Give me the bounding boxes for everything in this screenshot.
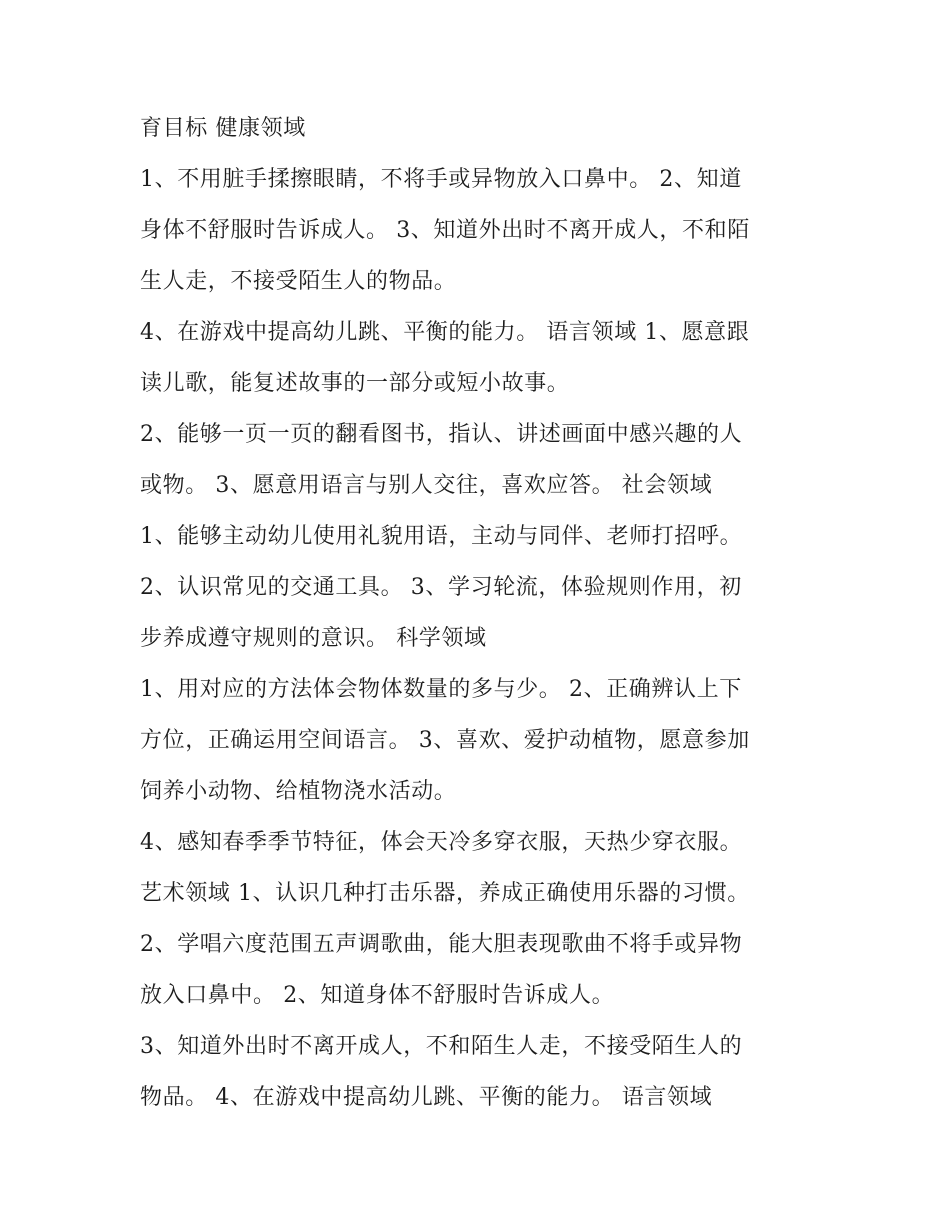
text-line-13: 方位，正确运用空间语言。 3、喜欢、爱护动植物，愿意参加 [140, 728, 750, 753]
text-line-17: 2、学唱六度范围五声调歌曲，能大胆表现歌曲不将手或异物 [140, 932, 743, 957]
text-line-5: 4、在游戏中提高幼儿跳、平衡的能力。 语言领域 1、愿意跟 [140, 320, 750, 345]
text-line-16: 艺术领域 1、认识几种打击乐器，养成正确使用乐器的习惯。 [140, 881, 750, 906]
text-line-6: 读儿歌，能复述故事的一部分或短小故事。 [140, 371, 570, 396]
text-line-10: 2、认识常见的交通工具。 3、学习轮流，体验规则作用，初 [140, 575, 742, 600]
text-line-11: 步养成遵守规则的意识。 科学领域 [140, 626, 487, 651]
text-line-8: 或物。 3、愿意用语言与别人交往，喜欢应答。 社会领域 [140, 473, 713, 498]
text-line-1: 育目标 健康领域 [140, 116, 306, 141]
text-line-2: 1、不用脏手揉擦眼睛，不将手或异物放入口鼻中。 2、知道 [140, 167, 742, 192]
text-line-15: 4、感知春季季节特征，体会天冷多穿衣服，天热少穿衣服。 [140, 830, 743, 855]
text-line-20: 物品。 4、在游戏中提高幼儿跳、平衡的能力。 语言领域 [140, 1085, 713, 1110]
text-line-3: 身体不舒服时告诉成人。 3、知道外出时不离开成人，不和陌 [140, 218, 750, 243]
text-line-19: 3、知道外出时不离开成人，不和陌生人走，不接受陌生人的 [140, 1034, 743, 1059]
text-line-12: 1、用对应的方法体会物体数量的多与少。 2、正确辨认上下 [140, 677, 742, 702]
text-line-9: 1、能够主动幼儿使用礼貌用语，主动与同伴、老师打招呼。 [140, 524, 743, 549]
text-line-4: 生人走，不接受陌生人的物品。 [140, 269, 457, 294]
text-line-18: 放入口鼻中。 2、知道身体不舒服时告诉成人。 [140, 983, 615, 1008]
text-line-7: 2、能够一页一页的翻看图书，指认、讲述画面中感兴趣的人 [140, 422, 743, 447]
document-body [140, 109, 820, 1129]
text-line-14: 饲养小动物、给植物浇水活动。 [140, 779, 457, 804]
